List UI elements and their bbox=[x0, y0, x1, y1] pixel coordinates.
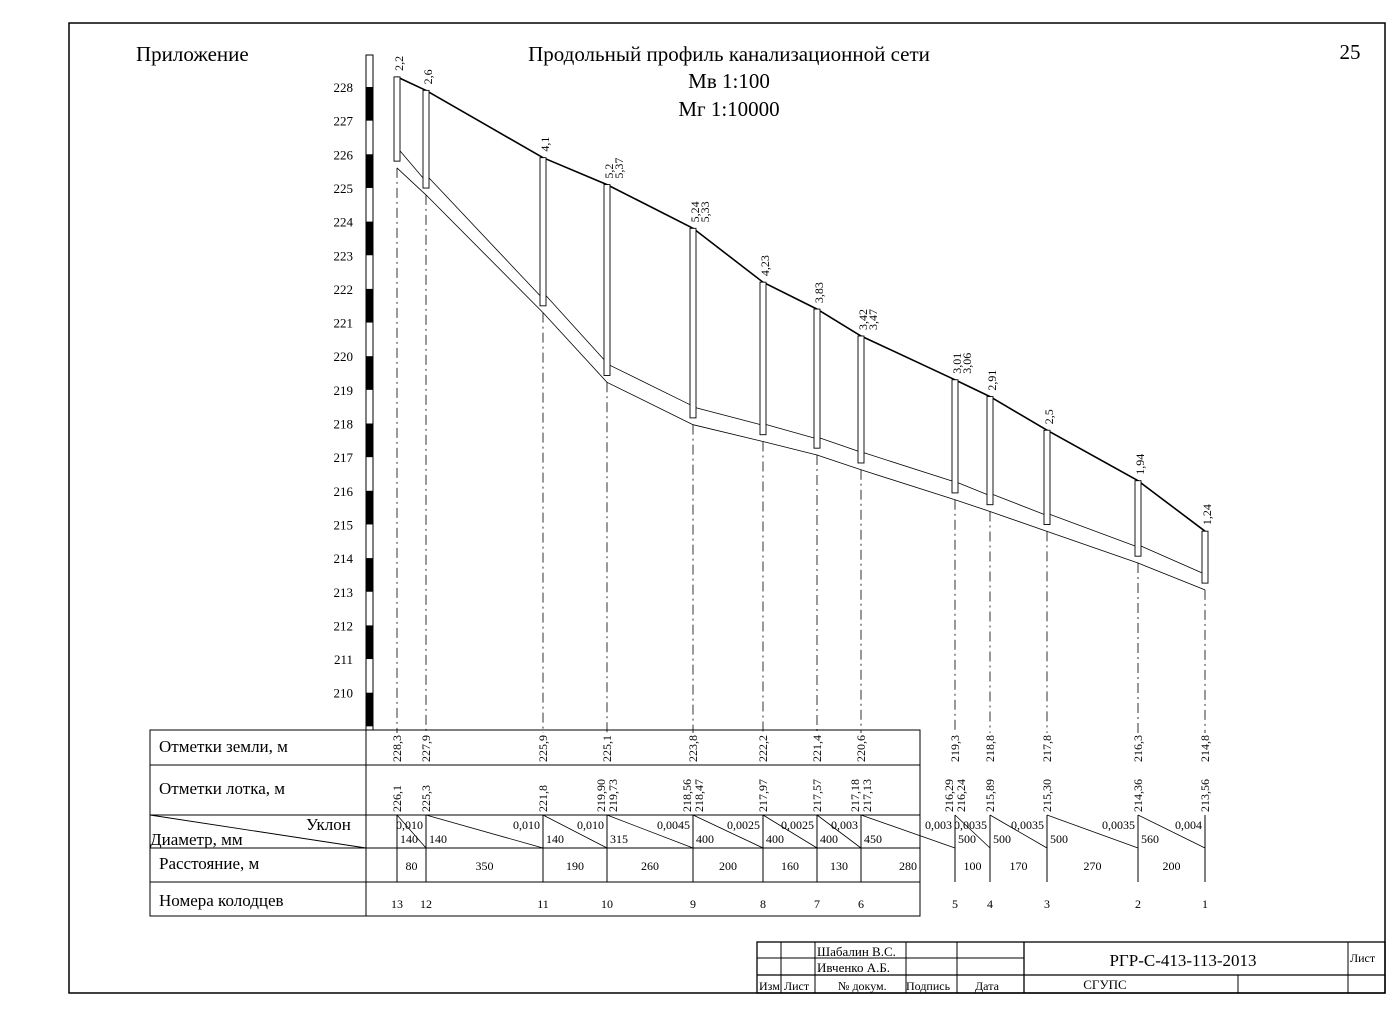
horizontal-scale: Мг 1:10000 bbox=[678, 97, 780, 121]
ground-elevation: 217,8 bbox=[1040, 735, 1054, 762]
manhole bbox=[540, 158, 546, 306]
scale-bar-segment bbox=[366, 625, 373, 659]
elevation-axis-labels bbox=[334, 80, 354, 701]
elevation-tick-label: 223 bbox=[333, 248, 353, 264]
well-depth-label: 2,5 bbox=[1042, 409, 1056, 425]
appendix-label: Приложение bbox=[136, 42, 249, 66]
invert-elevation: 225,3 bbox=[419, 785, 433, 812]
table-values bbox=[390, 735, 1212, 911]
well-number: 2 bbox=[1135, 897, 1141, 911]
segment-diameter: 140 bbox=[400, 832, 418, 846]
invert-elevation: 218,56 bbox=[680, 779, 694, 812]
segment-distance: 280 bbox=[899, 859, 917, 873]
well-depth-label: 3,01 bbox=[950, 352, 964, 374]
manholes bbox=[394, 77, 1208, 583]
segment-slope: 0,0025 bbox=[781, 818, 814, 832]
invert-elevation: 219,90 bbox=[594, 779, 608, 812]
well-depth-label: 5,33 bbox=[698, 201, 712, 223]
segment-slope: 0,003 bbox=[925, 818, 952, 832]
row-label-ground: Отметки земли, м bbox=[159, 737, 288, 756]
ground-elevation: 218,8 bbox=[983, 735, 997, 762]
segment-diameter: 500 bbox=[993, 832, 1011, 846]
well-depth-label: 2,91 bbox=[985, 369, 999, 391]
scale-bar-segment bbox=[366, 558, 373, 592]
segment-distance: 200 bbox=[1162, 859, 1181, 873]
manhole bbox=[814, 309, 820, 448]
ground-elevation: 228,3 bbox=[390, 735, 404, 762]
well-depth-label: 3,06 bbox=[960, 352, 974, 374]
segment-diameter: 315 bbox=[610, 832, 628, 846]
tb-col-sheet: Лист bbox=[784, 979, 810, 993]
tb-col-change: Изм bbox=[759, 979, 780, 993]
well-number: 13 bbox=[391, 897, 403, 911]
well-number: 6 bbox=[858, 897, 864, 911]
invert-elevation: 219,73 bbox=[606, 779, 620, 812]
well-depth-label: 5,37 bbox=[612, 157, 626, 179]
segment-slope: 0,0035 bbox=[1102, 818, 1135, 832]
invert-elevation: 215,89 bbox=[983, 779, 997, 812]
elevation-tick-label: 211 bbox=[333, 652, 353, 668]
scale-bar-segment bbox=[366, 289, 373, 323]
invert-elevation: 221,8 bbox=[536, 785, 550, 812]
manhole bbox=[760, 282, 766, 435]
well-depth-label: 1,94 bbox=[1133, 453, 1147, 475]
elevation-tick-label: 214 bbox=[333, 551, 353, 567]
segment-slope: 0,010 bbox=[577, 818, 604, 832]
well-depth-label: 4,23 bbox=[758, 255, 772, 277]
pipe-crown-line bbox=[400, 151, 1202, 573]
segment-distance: 170 bbox=[1009, 859, 1028, 873]
scale-bar-segment bbox=[366, 154, 373, 188]
sewer-pipe bbox=[397, 151, 1205, 590]
elevation-tick-label: 227 bbox=[333, 113, 353, 129]
well-depth-label: 1,24 bbox=[1200, 504, 1214, 526]
drawing-title: Продольный профиль канализационной сети bbox=[528, 42, 930, 66]
segment-distance: 350 bbox=[475, 859, 494, 873]
page-number: 25 bbox=[1339, 40, 1361, 64]
row-label-invert: Отметки лотка, м bbox=[159, 779, 286, 798]
segment-diameter: 500 bbox=[1050, 832, 1068, 846]
tb-document-code: РГР-С-413-113-2013 bbox=[1109, 951, 1257, 970]
invert-elevation: 215,30 bbox=[1040, 779, 1054, 812]
well-number: 5 bbox=[952, 897, 958, 911]
segment-distance: 160 bbox=[781, 859, 799, 873]
tb-col-doc: № докум. bbox=[838, 979, 887, 993]
manhole bbox=[1135, 481, 1141, 556]
segment-slope: 0,0025 bbox=[727, 818, 760, 832]
vertical-scale: Мв 1:100 bbox=[688, 69, 770, 93]
segment-distance: 130 bbox=[830, 859, 848, 873]
ground-elevation: 227,9 bbox=[419, 735, 433, 762]
segment-diameter: 400 bbox=[820, 832, 838, 846]
ground-elevation: 216,3 bbox=[1131, 735, 1145, 762]
invert-elevation: 216,29 bbox=[942, 779, 956, 812]
segment-diameter: 140 bbox=[546, 832, 564, 846]
manhole bbox=[604, 185, 610, 376]
scale-bar-segment bbox=[366, 424, 373, 458]
ground-elevation: 222,2 bbox=[756, 735, 770, 762]
ground-elevation: 214,8 bbox=[1198, 735, 1212, 762]
row-label-slope: Уклон bbox=[306, 815, 351, 834]
tb-col-sign: Подпись bbox=[906, 979, 951, 993]
tb-organization: СГУПС bbox=[1083, 977, 1127, 992]
scale-bar-segment bbox=[366, 693, 373, 727]
elevation-tick-label: 225 bbox=[333, 180, 353, 196]
elevation-tick-label: 222 bbox=[333, 281, 353, 297]
segment-slope: 0,010 bbox=[396, 818, 423, 832]
invert-elevation: 214,36 bbox=[1131, 779, 1145, 812]
invert-elevation: 217,57 bbox=[810, 779, 824, 812]
row-label-distance: Расстояние, м bbox=[159, 854, 260, 873]
well-depth-label: 5,2 bbox=[602, 163, 616, 179]
segment-diameter: 400 bbox=[766, 832, 784, 846]
ground-line bbox=[397, 77, 1205, 531]
segment-slope: 0,0035 bbox=[954, 818, 987, 832]
row-label-diameter: Диаметр, мм bbox=[150, 830, 243, 849]
ground-elevation: 225,1 bbox=[600, 735, 614, 762]
well-depth-label: 2,6 bbox=[421, 69, 435, 85]
elevation-tick-label: 220 bbox=[333, 349, 353, 365]
tb-developer: Шабалин В.С. bbox=[817, 944, 896, 959]
elevation-tick-label: 226 bbox=[333, 147, 353, 163]
scale-bar-segment bbox=[366, 356, 373, 390]
ground-surface-line bbox=[397, 77, 1205, 531]
segment-slope: 0,0045 bbox=[657, 818, 690, 832]
ground-elevation: 220,6 bbox=[854, 735, 868, 762]
well-depth-label: 5,24 bbox=[688, 201, 702, 223]
invert-elevation: 216,24 bbox=[954, 779, 968, 812]
row-label-wells: Номера колодцев bbox=[159, 891, 284, 910]
scale-bar-segment bbox=[366, 491, 373, 525]
segment-distance: 80 bbox=[405, 859, 418, 873]
invert-elevation: 218,47 bbox=[692, 779, 706, 812]
well-depth-label: 4,1 bbox=[538, 136, 552, 152]
manhole bbox=[1044, 430, 1050, 524]
manhole bbox=[952, 380, 958, 493]
scale-bar-segment bbox=[366, 222, 373, 256]
elevation-tick-label: 228 bbox=[333, 80, 353, 95]
invert-elevation: 213,56 bbox=[1198, 779, 1212, 812]
manhole bbox=[690, 228, 696, 418]
elevation-tick-label: 210 bbox=[333, 685, 353, 701]
elevation-tick-label: 219 bbox=[333, 382, 353, 398]
ground-elevation: 219,3 bbox=[948, 735, 962, 762]
manhole bbox=[858, 336, 864, 463]
segment-diameter: 560 bbox=[1141, 832, 1159, 846]
segment-diameter: 450 bbox=[864, 832, 882, 846]
well-depth-label: 2,2 bbox=[392, 55, 406, 71]
manhole bbox=[394, 77, 400, 161]
segment-diameter: 400 bbox=[696, 832, 714, 846]
ground-elevation: 221,4 bbox=[810, 735, 824, 762]
well-number: 4 bbox=[987, 897, 993, 911]
tb-sheet-label: Лист bbox=[1350, 951, 1376, 965]
well-number: 7 bbox=[814, 897, 820, 911]
elevation-tick-label: 218 bbox=[333, 416, 353, 432]
elevation-tick-label: 213 bbox=[333, 584, 353, 600]
segment-slope: 0,0035 bbox=[1011, 818, 1044, 832]
invert-elevation: 217,13 bbox=[860, 779, 874, 812]
elevation-tick-label: 221 bbox=[333, 315, 353, 331]
invert-elevation: 226,1 bbox=[390, 785, 404, 812]
well-number: 9 bbox=[690, 897, 696, 911]
tb-col-date: Дата bbox=[975, 979, 999, 993]
segment-slope: 0,003 bbox=[831, 818, 858, 832]
segment-distance: 190 bbox=[566, 859, 584, 873]
tb-checker: Ивченко А.Б. bbox=[817, 960, 891, 975]
well-number: 12 bbox=[420, 897, 432, 911]
well-depth-label: 3,83 bbox=[812, 282, 826, 304]
ground-elevation: 223,8 bbox=[686, 735, 700, 762]
well-depth-label: 3,42 bbox=[856, 309, 870, 331]
elevation-tick-label: 224 bbox=[333, 214, 353, 230]
well-depth-label: 3,47 bbox=[866, 309, 880, 331]
scale-bar-segment bbox=[366, 87, 373, 121]
well-number: 11 bbox=[537, 897, 549, 911]
elevation-tick-label: 212 bbox=[333, 618, 353, 634]
segment-diameter: 140 bbox=[429, 832, 447, 846]
elevation-tick-label: 215 bbox=[333, 517, 353, 533]
segment-distance: 200 bbox=[719, 859, 737, 873]
segment-slope: 0,010 bbox=[513, 818, 540, 832]
invert-elevation: 217,18 bbox=[848, 779, 862, 812]
title-block bbox=[757, 942, 1385, 993]
segment-distance: 270 bbox=[1083, 859, 1102, 873]
segment-diameter: 500 bbox=[958, 832, 976, 846]
invert-elevation: 217,97 bbox=[756, 779, 770, 812]
well-number: 10 bbox=[601, 897, 613, 911]
well-number: 8 bbox=[760, 897, 766, 911]
elevation-scale-bar bbox=[366, 55, 373, 730]
elevation-tick-label: 216 bbox=[333, 483, 353, 499]
well-number: 3 bbox=[1044, 897, 1050, 911]
manhole bbox=[987, 397, 993, 505]
elevation-tick-label: 217 bbox=[333, 450, 353, 466]
well-number: 1 bbox=[1202, 897, 1208, 911]
segment-slope: 0,004 bbox=[1175, 818, 1202, 832]
segment-distance: 100 bbox=[963, 859, 982, 873]
manhole bbox=[423, 90, 429, 188]
ground-elevation: 225,9 bbox=[536, 735, 550, 762]
manhole bbox=[1202, 531, 1208, 583]
segment-distance: 260 bbox=[641, 859, 659, 873]
